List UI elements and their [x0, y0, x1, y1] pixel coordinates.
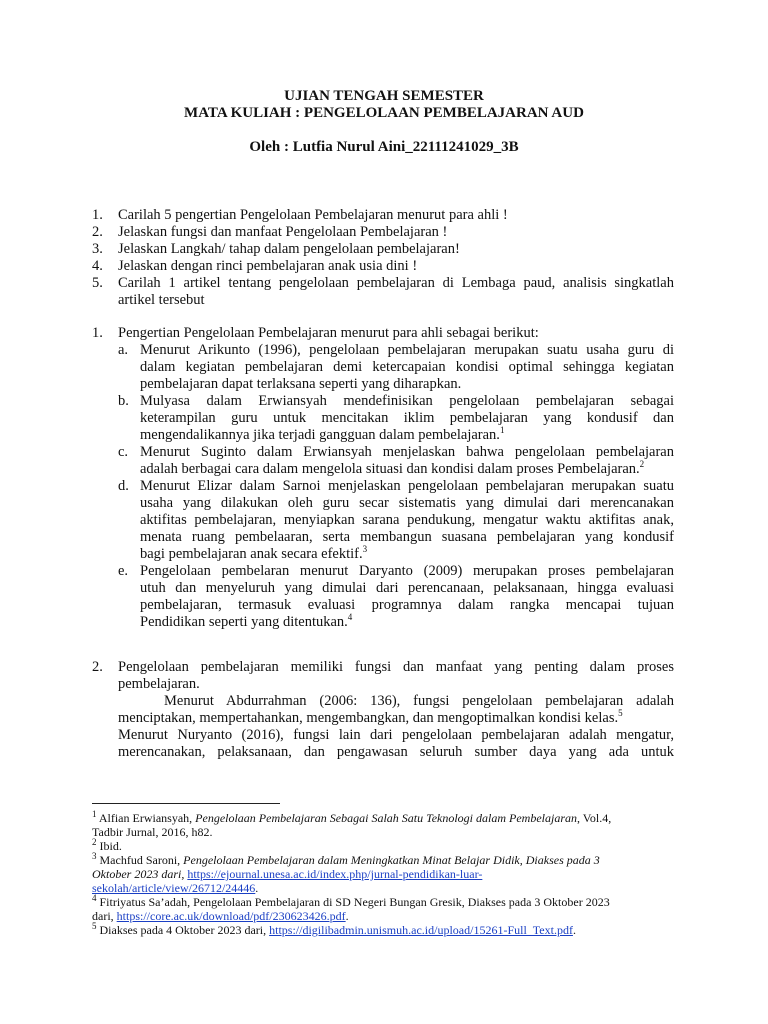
- footnote-3-link[interactable]: https://ejournal.unesa.ac.id/index.php/jurnal-pendidikan-luar-: [187, 867, 483, 881]
- question-number: 4.: [92, 258, 103, 274]
- item-c-line: Menurut Suginto dalam Erwiansyah menjelaskan bahwa pengelolaan pembelajaran: [140, 444, 674, 460]
- item-marker: d.: [118, 478, 129, 494]
- answer-2-line: Menurut Abdurrahman (2006: 136), fungsi pengelolaan pembelajaran adalah: [164, 693, 674, 709]
- footnote-ref: 1: [499, 425, 505, 436]
- exam-title: UJIAN TENGAH SEMESTER: [284, 88, 484, 104]
- question-number: 5.: [92, 275, 103, 291]
- item-marker: a.: [118, 342, 129, 358]
- footnote-divider: [92, 803, 280, 804]
- item-a-line: Menurut Arikunto (1996), pengelolaan pembelajaran merupakan suatu usaha guru di: [140, 342, 674, 358]
- footnote-4-link[interactable]: https://core.ac.uk/download/pdf/230623426.pdf: [116, 909, 346, 923]
- footnote-ref: 3: [362, 544, 368, 555]
- footnote-3-cont: Oktober 2023 dari, https://ejournal.unesa.ac.id/index.php/jurnal-pendidikan-luar-: [92, 867, 483, 881]
- item-b-line: keterampilan guru untuk mencitakan iklim pembelajaran yang kondusif dan: [140, 410, 674, 426]
- item-d-line: Menurut Elizar dalam Sarnoi menjelaskan pengelolaan pembelajaran merupakan suatu: [140, 478, 674, 494]
- answer-2-line: menciptakan, mempertahankan, mengembangkan, dan mengoptimalkan kondisi kelas.$^5$: [118, 708, 623, 726]
- footnote-3-cont: sekolah/article/view/26712/24446.: [92, 881, 259, 895]
- footnote-4: $^4$ Fitriyatus Sa’adah, Pengelolaan Pembelajaran di SD Negeri Bungan Gresik, Diakses pada 3 Oktober 2023: [92, 893, 610, 909]
- question-3: Jelaskan Langkah/ tahap dalam pengelolaan pembelajaran!: [118, 241, 460, 257]
- item-b-line: mengendalikannya jika terjadi gangguan dalam pembelajaran.$^1$: [140, 425, 505, 443]
- item-e-line: utuh dan menyeluruh yang dimulai dari perencanaan, pelaksanaan, hingga evaluasi: [140, 580, 674, 596]
- answer-number: 1.: [92, 325, 103, 341]
- question-2: Jelaskan fungsi dan manfaat Pengelolaan Pembelajaran !: [118, 224, 448, 240]
- item-d-line: usaha yang dilakukan oleh guru secar sistematis yang dimulai dari merencanakan: [140, 495, 674, 511]
- footnote-3: $^3$ Machfud Saroni, Pengelolaan Pembelajaran dalam Meningkatkan Minat Belajar Didik, Diakses pada 3: [92, 851, 600, 867]
- footnote-5-link[interactable]: https://digilibadmin.unismuh.ac.id/upload/15261-Full_Text.pdf: [269, 923, 573, 937]
- footnote-ref: 2: [639, 459, 645, 470]
- item-a-line: pembelajaran dapat terlaksana seperti yang diharapkan.: [140, 376, 462, 392]
- answer-1-intro: Pengertian Pengelolaan Pembelajaran menurut para ahli sebagai berikut:: [118, 325, 539, 341]
- footnote-3-link[interactable]: sekolah/article/view/26712/24446: [92, 881, 256, 895]
- item-a-line: dalam kegiatan pembelajaran demi ketercapaian kondisi optimal sehingga kegiatan: [140, 359, 674, 375]
- item-d-line: menata ruang pembelaaran, serta membangun suasana pembelajaran yang kondusif: [140, 529, 674, 545]
- question-number: 2.: [92, 224, 103, 240]
- item-marker: c.: [118, 444, 129, 460]
- question-1: Carilah 5 pengertian Pengelolaan Pembelajaran menurut para ahli !: [118, 207, 508, 223]
- footnote-2: $^2$ Ibid.: [92, 837, 122, 853]
- item-e-line: Pengelolaan pembelaran menurut Daryanto (2009) merupakan proses pembelajaran: [140, 563, 674, 579]
- author-line: Oleh : Lutfia Nurul Aini_22111241029_3B: [249, 139, 519, 155]
- question-5-line-1: Carilah 1 artikel tentang pengelolaan pembelajaran di Lembaga paud, analisis singkatlah: [118, 275, 674, 291]
- item-marker: b.: [118, 393, 129, 409]
- answer-number: 2.: [92, 659, 103, 675]
- footnote-ref: 4: [347, 612, 353, 623]
- item-b-line: Mulyasa dalam Erwiansyah mendefinisikan pengelolaan pembelajaran sebagai: [140, 393, 674, 409]
- answer-2-line: Pengelolaan pembelajaran memiliki fungsi dan manfaat yang penting dalam proses: [118, 659, 674, 675]
- question-number: 1.: [92, 207, 103, 223]
- question-number: 3.: [92, 241, 103, 257]
- item-c-line: adalah berbagai cara dalam mengelola situasi dan kondisi dalam proses Pembelajaran.$^2$: [140, 459, 645, 477]
- item-e-line: pembelajaran, termasuk evaluasi programnya dalam rangka mencapai tujuan: [140, 597, 674, 613]
- question-5-line-2: artikel tersebut: [118, 292, 205, 308]
- answer-2-line: pembelajaran.: [118, 676, 200, 692]
- course-title: MATA KULIAH : PENGELOLAAN PEMBELAJARAN AUD: [184, 105, 584, 121]
- item-d-line: bagi pembelajaran anak secara efektif.$^3$: [140, 544, 368, 562]
- footnote-1-cont: Tadbir Jurnal, 2016, h82.: [92, 825, 213, 839]
- item-e-line: Pendidikan seperti yang ditentukan.$^4$: [140, 612, 353, 630]
- item-d-line: aktifitas pembelajaran, menyiapkan sarana pendukung, mengatur waktu aktifitas anak,: [140, 512, 674, 528]
- answer-2-line: merencanakan, pelaksanaan, dan pengawasan seluruh sumber daya yang ada untuk: [118, 744, 674, 760]
- footnote-5: $^5$ Diakses pada 4 Oktober 2023 dari, https://digilibadmin.unismuh.ac.id/upload/15261-Full_Text.pdf.: [92, 921, 576, 937]
- answer-2-line: Menurut Nuryanto (2016), fungsi lain dari pengelolaan pembelajaran adalah mengatur,: [118, 727, 674, 743]
- footnote-1: $^1$ Alfian Erwiansyah, Pengelolaan Pembelajaran Sebagai Salah Satu Teknologi dalam Pembelajaran, Vol.4,: [92, 809, 612, 825]
- footnote-ref: 5: [618, 708, 623, 719]
- footnote-4-cont: dari, https://core.ac.uk/download/pdf/230623426.pdf.: [92, 909, 349, 923]
- item-marker: e.: [118, 563, 129, 579]
- question-4: Jelaskan dengan rinci pembelajaran anak usia dini !: [118, 258, 418, 274]
